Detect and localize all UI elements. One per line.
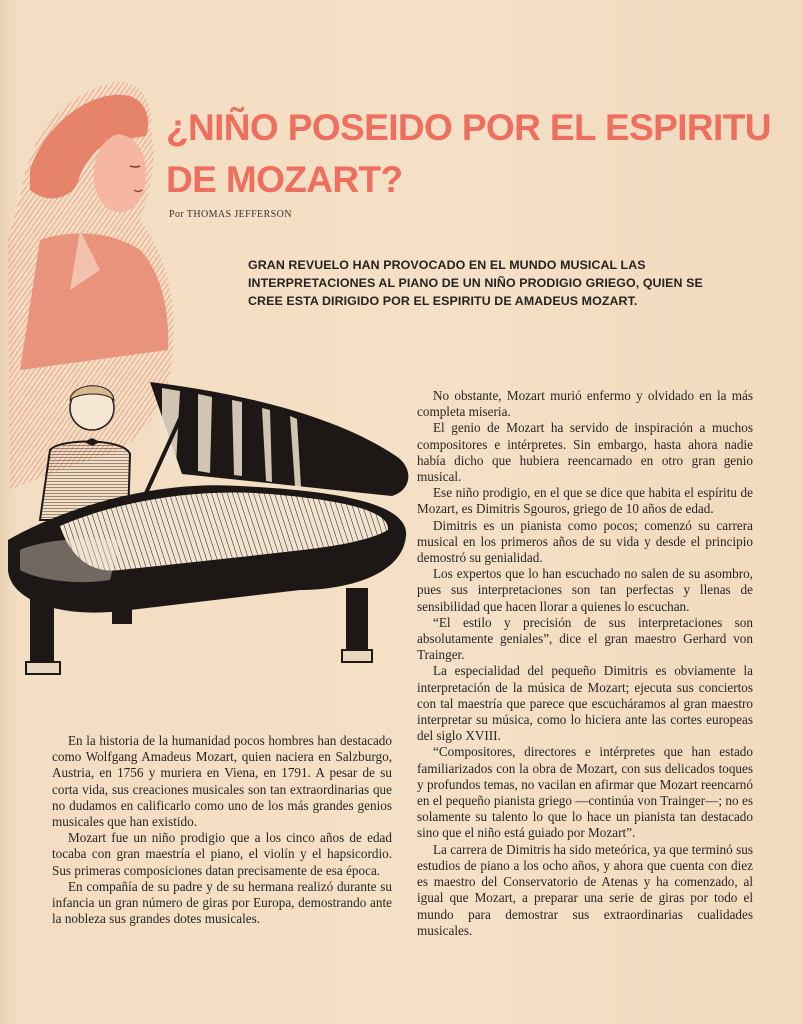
paragraph: “El estilo y precisión de sus interpretaciones son absolutamente geniales”, dice el gran maestro Gerhard von Trainger. (417, 614, 753, 663)
article-byline: Por THOMAS JEFFERSON (169, 209, 292, 220)
article-title: ¿NIÑO POSEIDO POR EL ESPIRITU DE MOZART? (166, 107, 771, 200)
paragraph: Dimitris es un pianista como pocos; comenzó su carrera musical en los primeros años de su vida y desde el principio demostró su genialidad. (417, 517, 753, 566)
paragraph: La carrera de Dimitris ha sido meteórica, ya que terminó sus estudios de piano a los ocho años, y ahora que cuenta con diez es maestro del Conservatorio de Atenas y ha comenzado, al igual que Mozart, a preparar una serie de giras por todo el mundo para demostrar sus extraordinarias cualidades musicales. (417, 841, 753, 938)
paragraph: Los expertos que lo han escuchado no salen de su asombro, pues sus interpretaciones son tan perfectas y llenas de sensibilidad que hacen llorar a quienes lo escuchan. (417, 566, 753, 614)
paragraph: “Compositores, directores e intérpretes que han estado familiarizados con la obra de Mozart, con sus delicados toques y profundos temas, no vacilan en afirmar que Mozart reencarnó en el pequeño pianista griego —continúa von Trainger—; no es solamente su talento lo que lo hace un pianista tan destacado sino que el niño está guiado por Mozart”. (417, 744, 753, 841)
paragraph: Mozart fue un niño prodigio que a los cinco años de edad tocaba con gran maestría el piano, el violín y el hapsicordio. Sus primeras composiciones datan precisamente de esa época. (52, 830, 392, 878)
paragraph: En la historia de la humanidad pocos hombres han destacado como Wolfgang Amadeus Mozart, quien naciera en Salzburgo, Austria, en 1756 y muriera en Viena, en 1791. A pesar de su corta vida, sus creaciones musicales son tan extraordinarias que no dudamos en calificarlo como uno de los más grandes genios musicales que han existido. (52, 733, 392, 830)
left-column (52, 733, 392, 927)
paragraph: No obstante, Mozart murió enfermo y olvidado en la más completa miseria. (417, 388, 753, 420)
right-column (417, 388, 753, 939)
paragraph: El genio de Mozart ha servido de inspiración a muchos compositores e intérpretes. Sin embargo, hasta ahora nadie había dicho que hubiera reencarnado en otro gran genio musical. (417, 420, 753, 485)
paragraph: Ese niño prodigio, en el que se dice que habita el espíritu de Mozart, es Dimitris Sgouros, griego de 10 años de edad. (417, 485, 753, 517)
paragraph: En compañía de su padre y de su hermana realizó durante su infancia un gran número de giras por Europa, demostrando ante la nobleza sus grandes dotes musicales. (52, 878, 392, 927)
article-lead: GRAN REVUELO HAN PROVOCADO EN EL MUNDO MUSICAL LAS INTERPRETACIONES AL PIANO DE UN NIÑO PRODIGIO GRIEGO, QUIEN SE CREE ESTA DIRIGIDO POR EL ESPIRITU DE AMADEUS MOZART. (248, 258, 703, 308)
paragraph: La especialidad del pequeño Dimitris es obviamente la interpretación de la música de Mozart; ejecuta sus conciertos con tal maestría que parece que escucháramos al gran maestro interpretar su música, como lo hiciera ante las cortes europeas del siglo XVIII. (417, 663, 753, 744)
